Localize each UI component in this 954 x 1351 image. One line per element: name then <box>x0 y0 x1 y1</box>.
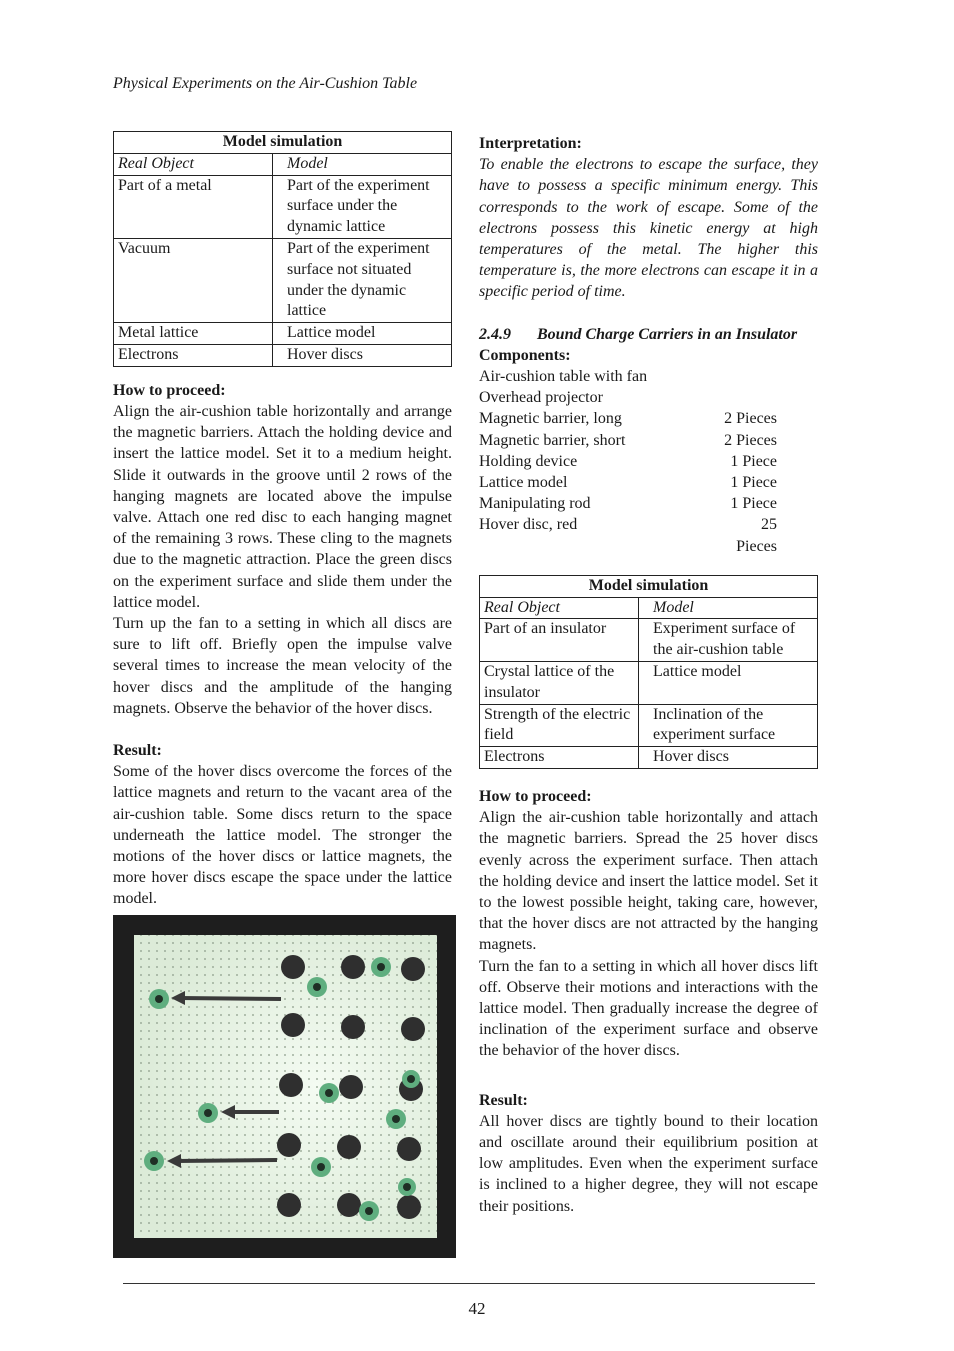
list-item <box>479 366 818 387</box>
table-row <box>480 619 818 662</box>
table-cell: Part of an insulator <box>480 619 639 662</box>
running-header: Physical Experiments on the Air-Cushion Table <box>113 75 418 92</box>
footer-rule <box>123 1283 815 1284</box>
result-text: All hover discs are tightly bound to their location and oscillate around their equilibrium position at low amplitudes. Even when the experiment surface is inclined to a higher degree, they will not escape their positions. <box>479 1112 818 1215</box>
list-item <box>479 514 818 556</box>
component-name: Magnetic barrier, short <box>479 431 626 449</box>
components-heading: Components: <box>479 346 571 364</box>
component-qty <box>719 387 777 408</box>
result-heading: Result: <box>479 1091 528 1109</box>
table-title: Model simulation <box>114 132 452 154</box>
how-to-proceed-text: Align the air-cushion table horizontally and arrange the magnetic barriers. Attach the holding device and insert the lattice model. Set it to a medium height. Slide it outwards in the groove until 2 rows of the hanging magnets are located above the impulse valve. Attach one red disc to each hanging magnet of the remaining 3 rows. These cling to the magnets due to the magnetic attraction. Place the green discs on the experiment surface and slide them under the lattice model. <box>113 402 452 611</box>
list-item <box>479 408 818 429</box>
how-to-proceed-text-2: Turn the fan to a setting in which all hover discs lift off. Observe their motions and interactions with the lattice model. Then gradually increase the degree of inclination of the experiment surface and observe the behavior of the hover discs. <box>479 957 818 1060</box>
list-item <box>479 451 818 472</box>
interpretation-heading: Interpretation: <box>479 135 582 152</box>
component-name: Overhead projector <box>479 389 603 407</box>
component-name: Air-cushion table with fan <box>479 368 648 386</box>
table-row <box>114 323 452 345</box>
experiment-photo <box>113 915 456 1258</box>
model-simulation-table-left <box>113 131 452 367</box>
section-heading <box>479 324 818 345</box>
table-row <box>114 344 452 366</box>
table-cell: Lattice model <box>273 323 452 345</box>
table-title: Model simulation <box>480 575 818 597</box>
table-cell: Metal lattice <box>114 323 273 345</box>
component-name: Manipulating rod <box>479 495 591 513</box>
col-header-real-object: Real Object <box>480 597 639 619</box>
table-cell: Part of the experiment surface under the dynamic lattice <box>273 175 452 238</box>
table-cell: Part of the experiment surface not situated under the dynamic lattice <box>273 238 452 322</box>
component-qty: 2 Pieces <box>724 431 777 449</box>
how-to-proceed-heading: How to proceed: <box>479 788 592 806</box>
list-item <box>479 493 818 514</box>
table-row <box>480 747 818 769</box>
result-heading: Result: <box>113 742 162 760</box>
col-header-real-object: Real Object <box>114 153 273 175</box>
interpretation-text: To enable the electrons to escape the surface, they have to possess a specific minimum energy. This corresponds to the work of escape. Some of the electrons possess this kinetic energy at high temperatures of the metal. The higher this temperature is, the more electrons can escape it in a specific period of time. <box>479 156 818 301</box>
how-to-proceed-text-2: Turn up the fan to a setting in which all discs are sure to lift off. Briefly open the impulse valve several times to increase the mean velocity of the hover discs and the amplitude of the hanging magnets. Observe the behavior of the hover discs. <box>113 615 452 717</box>
table-cell: Experiment surface of the air-cushion table <box>639 619 818 662</box>
table-cell: Electrons <box>480 747 639 769</box>
list-item <box>479 387 818 408</box>
component-qty: 25 Pieces <box>736 516 777 555</box>
component-qty: 2 Pieces <box>724 410 777 428</box>
table-cell: Vacuum <box>114 238 273 322</box>
how-to-proceed-text: Align the air-cushion table horizontally and attach the magnetic barriers. Spread the 25 hover discs evenly across the experiment surface. Then attach the holding device and insert the lattice model. Set it to the lowest possible height, taking care, however, that the hover discs are not attracted by the hanging magnets. <box>479 809 818 954</box>
table-cell: Inclination of the experiment surface <box>639 704 818 747</box>
table-cell: Hover discs <box>273 344 452 366</box>
right-column <box>479 133 818 1217</box>
list-item <box>479 430 818 451</box>
table-row <box>114 175 452 238</box>
component-qty: 1 Piece <box>730 495 777 513</box>
component-name: Lattice model <box>479 474 568 492</box>
component-name: Holding device <box>479 452 578 470</box>
table-row <box>480 662 818 705</box>
component-name: Hover disc, red <box>479 516 578 534</box>
col-header-model: Model <box>273 153 452 175</box>
left-column <box>113 131 452 910</box>
table-cell: Crystal lattice of the insulator <box>480 662 639 705</box>
table-cell: Electrons <box>114 344 273 366</box>
table-cell: Lattice model <box>639 662 818 705</box>
table-row <box>480 704 818 747</box>
table-row <box>114 238 452 322</box>
component-qty: 1 Piece <box>730 474 777 492</box>
col-header-model: Model <box>639 597 818 619</box>
section-title: Bound Charge Carriers in an Insulator <box>537 325 798 343</box>
table-cell: Part of a metal <box>114 175 273 238</box>
model-simulation-table-right <box>479 575 818 769</box>
table-cell: Strength of the electric field <box>480 704 639 747</box>
component-name: Magnetic barrier, long <box>479 410 622 428</box>
component-qty <box>719 366 777 387</box>
section-number: 2.4.9 <box>479 325 511 343</box>
page-number: 42 <box>468 1299 486 1318</box>
table-cell: Hover discs <box>639 747 818 769</box>
list-item <box>479 472 818 493</box>
components-list <box>479 366 818 557</box>
how-to-proceed-heading: How to proceed: <box>113 381 226 399</box>
component-qty: 1 Piece <box>730 452 777 470</box>
result-text: Some of the hover discs overcome the forces of the lattice magnets and return to the vacant area of the air-cushion table. Some discs return to the space underneath the lattice model. The stronger the motions of the hover discs or lattice magnets, the more hover discs escape the space under the lattice model. <box>113 763 452 908</box>
experiment-photo-image <box>113 915 456 1258</box>
